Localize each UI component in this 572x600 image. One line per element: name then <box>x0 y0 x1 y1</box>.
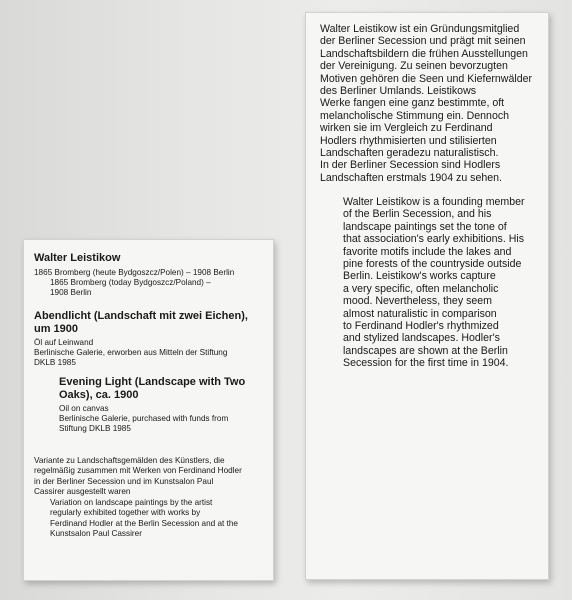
artwork-note-de-line: Cassirer ausgestellt waren <box>34 487 131 497</box>
artwork-note-en <box>50 498 238 540</box>
artwork-note-en-line: Kunstsalon Paul Cassirer <box>50 529 142 539</box>
wall-text-card <box>305 12 549 580</box>
artwork-title-en-line: Evening Light (Landscape with Two <box>59 376 246 388</box>
wall-text-de-line: Hodlers rhythmisierten und stilisierten <box>320 134 497 147</box>
wall-text-en-line: a very specific, often melancholic <box>343 282 499 295</box>
wall-text-en-line: that association's early exhibitions. His <box>343 233 525 246</box>
artwork-label-card <box>23 239 274 581</box>
artwork-note-en-line: regularly exhibited together with works by <box>50 508 201 518</box>
artist-life-en <box>50 278 211 299</box>
artist-life-en-line: 1865 Bromberg (today Bydgoszcz/Poland) – <box>50 278 211 287</box>
artwork-credit-de-line: Berlinische Galerie, erworben aus Mitteln der Stiftung <box>34 348 228 357</box>
wall-text-en-line: and stylized landscapes. Hodler's <box>343 332 500 345</box>
wall-text-de-line: Werke fangen eine ganz bestimmte, oft <box>320 97 505 110</box>
artwork-credit-en <box>59 414 228 435</box>
artwork-note-de-line: in der Berliner Secession und im Kunstsalon Paul <box>34 476 214 486</box>
artwork-note-de-line: regelmäßig zusammen mit Werken von Ferdinand Hodler <box>34 466 242 476</box>
artwork-credit-en-line: Stiftung DKLB 1985 <box>59 424 131 434</box>
artwork-title-de-line: Abendlicht (Landschaft mit zwei Eichen), <box>34 310 248 322</box>
wall-text-en-line: favorite motifs include the lakes and <box>343 245 512 258</box>
wall-text-en-line: Berlin. Leistikow's works capture <box>343 270 496 283</box>
artwork-note-de-line: Variante zu Landschaftsgemälden des Künstlers, die <box>34 456 225 465</box>
wall-text-en <box>343 196 525 370</box>
wall-text-de-line: Motiven gehören die Seen und Kiefernwälder <box>320 72 533 85</box>
wall-text-en-line: almost naturalistic in comparison <box>343 307 497 320</box>
wall-text-en-line: pine forests of the countryside outside <box>343 258 522 271</box>
wall-text-de-line: wirken sie im Vergleich zu Ferdinand <box>320 122 493 135</box>
wall-text-de-line: der Berliner Secession und prägt mit seinen <box>320 35 526 48</box>
artwork-credit-de <box>34 348 227 369</box>
artwork-title-de <box>34 310 248 336</box>
wall-text-de-line: In der Berliner Secession sind Hodlers <box>320 159 501 172</box>
wall-text-de-line: melancholische Stimmung ein. Dennoch <box>320 109 510 122</box>
wall-text-de-line: Walter Leistikow ist ein Gründungsmitglied <box>320 23 520 35</box>
artist-life-en-line: 1908 Berlin <box>50 288 92 298</box>
artwork-medium-en: Oil on canvas <box>59 404 109 413</box>
artwork-title-en-line: Oaks), ca. 1900 <box>59 389 139 401</box>
wall-text-en-line: landscapes are shown at the Berlin <box>343 344 508 357</box>
artwork-note-de <box>34 456 242 498</box>
artwork-title-de-line: um 1900 <box>34 323 79 335</box>
wall-text-en-line: mood. Nevertheless, they seem <box>343 295 492 308</box>
artwork-credit-en-line: Berlinische Galerie, purchased with funds from <box>59 414 229 423</box>
wall-text-en-line: Walter Leistikow is a founding member <box>343 196 525 208</box>
artwork-title-en <box>59 376 245 402</box>
artwork-note-en-line: Ferdinand Hodler at the Berlin Secession and at the <box>50 518 238 528</box>
wall-text-de-line: Landschaften erstmals 1904 zu sehen. <box>320 171 502 184</box>
wall-text-de-line: des Berliner Umlands. Leistikows <box>320 85 477 98</box>
artist-life-de: 1865 Bromberg (heute Bydgoszcz/Polen) – 1908 Berlin <box>34 268 235 277</box>
artwork-medium-de: Öl auf Leinwand <box>34 338 94 347</box>
wall-text-en-line: to Ferdinand Hodler's rhythmized <box>343 320 499 333</box>
wall-text-en-line: landscape paintings set the tone of <box>343 220 507 233</box>
wall-text-de <box>320 23 532 184</box>
artist-name: Walter Leistikow <box>34 252 121 264</box>
wall-text-de-line: Landschaften geradezu naturalistisch. <box>320 147 499 160</box>
wall-text-en-line: of the Berlin Secession, and his <box>343 208 492 221</box>
artwork-note-en-line: Variation on landscape paintings by the artist <box>50 498 213 507</box>
artwork-credit-de-line: DKLB 1985 <box>34 358 76 368</box>
wall-text-en-line: Secession for the first time in 1904. <box>343 357 509 370</box>
wall-text-de-line: der Vereinigung. Zu seinen bevorzugten <box>320 60 508 73</box>
wall-text-de-line: Landschaftsbildern die frühen Ausstellungen <box>320 47 528 60</box>
